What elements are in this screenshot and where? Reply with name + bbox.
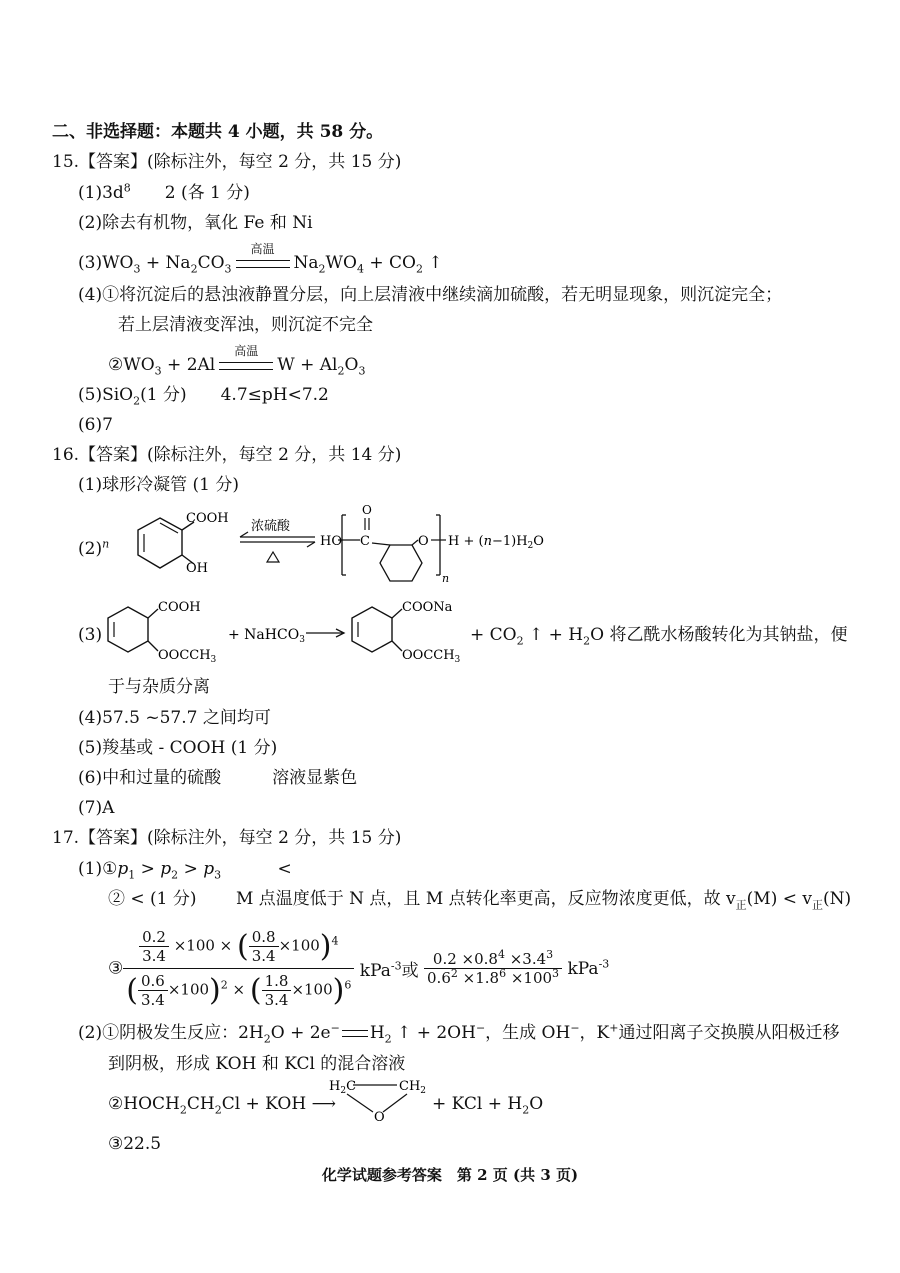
q17-answer-2-2: $②HOCH_2CH_2Cl$ + KOH ⟶	[108, 1094, 336, 1117]
svg-text:C: C	[360, 534, 370, 549]
svg-text:H + (n−1)H2O: $H + (n-1)H_2O$	[448, 534, 544, 551]
svg-text:+ NaHCO3: + NaHCO$_3$	[228, 627, 305, 645]
q16-answer-3-label: (3)	[78, 625, 103, 645]
page-footer: 化学试题参考答案 第 2 页 (共 3 页)	[321, 1166, 579, 1184]
q16-answer-3-tail: + $CO_2$ ↑ + $H_2O$ 将乙酰水杨酸转化为其钠盐，便	[470, 625, 848, 648]
q17-answer-1-1: $(1)①p_1 > p_2 > p_3$ <	[78, 859, 292, 882]
q17-answer-1-3: ③ $\frac{0.2}{3.4}$ ×100 × ( $\frac{0.8}{3.4}$ ×100)$^4$ ( $\frac{0.6}{3.4}$ ×100)$^2$ × ( $\frac{1.8}{3.4}$ ×100)$^6$ kPa$^{-3}$或 $\frac{0.2 \times 0.8^4 \times 3.4^3}{0.6^2 \times 1.8^6 \times 100^3}$ kPa$^{-3}$	[108, 928, 610, 1009]
aspirin-neutralization-scheme	[100, 595, 480, 670]
q15-answer-6: (6)7	[78, 415, 113, 435]
svg-text:CH2: $CH_2$	[399, 1079, 427, 1096]
svg-text:n: n	[442, 572, 450, 585]
q17-answer-1-2: ② < (1 分) M 点温度低于 N 点，且 M 点转化率更高，反应物浓度更低，故 $v_正(M) < v_正(N)$	[108, 889, 852, 912]
q15-answer-2: (2)除去有机物，氧化 Fe 和 Ni	[78, 213, 313, 233]
svg-text:COOH: COOH	[186, 511, 229, 526]
q16-answer-2-label: $(2)^n$	[78, 537, 110, 559]
svg-text:HO: HO	[320, 534, 342, 549]
svg-text:H2C: $H_2C$	[329, 1079, 357, 1096]
q15-answer-1: $(1)3d^8$ 2 (各 1 分)	[78, 181, 250, 203]
q16-header: 16.【答案】(除标注外，每空 2 分，共 14 分)	[52, 445, 402, 465]
q15-answer-5: (5)SiO$_2$(1 分) 4.7≤pH<7.2	[78, 385, 329, 408]
q15-answer-4-line2: 若上层清液变浑浊，则沉淀不完全	[118, 315, 373, 335]
svg-text:COONa: COONa	[402, 600, 453, 615]
q16-answer-4: (4)57.5 ~57.7 之间均可	[78, 708, 271, 728]
q17-answer-2-1-line2: 到阴极，形成 KOH 和 KCl 的混合溶液	[108, 1054, 406, 1074]
section-title: 二、非选择题：本题共 4 小题，共 58 分。	[52, 122, 384, 142]
q15-answer-3: $(3)WO_3 + Na_2CO_3$ 高温 $Na_2WO_4 + CO_2$ ↑	[78, 242, 443, 276]
q16-answer-5: (5)羧基或 - COOH (1 分)	[78, 738, 278, 758]
svg-text:O: O	[418, 534, 429, 549]
svg-text:O: O	[362, 503, 372, 517]
q16-answer-7: (7)A	[78, 798, 115, 818]
salicylic-polymerization-scheme	[120, 500, 550, 600]
q17-answer-2-2-products: + KCl + $H_2O$	[432, 1094, 544, 1117]
q17-answer-2-3: ③22.5	[108, 1134, 162, 1154]
svg-text:O: O	[374, 1110, 385, 1124]
svg-text:OOCCH3: $OOCCH_3$	[158, 648, 217, 665]
q17-answer-2-1-line1: (2)①阴极发生反应：$2H_2O + 2e^-$ $H_2$ ↑ + 2OH−，生成 OH−，K+通过阳离子交换膜从阳极迁移	[78, 1021, 840, 1046]
ethylene-oxide-structure	[325, 1074, 435, 1124]
svg-text:COOH: COOH	[158, 600, 201, 615]
q15-answer-4-line1: (4)①将沉淀后的悬浊液静置分层，向上层清液中继续滴加硫酸，若无明显现象，则沉淀完全；	[78, 285, 783, 305]
q17-header: 17.【答案】(除标注外，每空 2 分，共 15 分)	[52, 828, 402, 848]
svg-text:OH: OH	[186, 561, 208, 576]
q16-answer-1: (1)球形冷凝管 (1 分)	[78, 475, 239, 495]
conc-sulfuric-label: 浓硫酸	[251, 519, 291, 534]
q16-answer-3-line2: 于与杂质分离	[108, 677, 210, 697]
q16-answer-6: (6)中和过量的硫酸 溶液显紫色	[78, 768, 358, 788]
q15-answer-4-eq2: $②WO_3 + 2Al$ 高温 $W + Al_2O_3$	[108, 344, 366, 378]
q15-header: 15.【答案】(除标注外，每空 2 分，共 15 分)	[52, 152, 402, 172]
heat-triangle-icon	[267, 552, 279, 562]
svg-text:OOCCH3: $OOCCH_3$	[402, 648, 461, 665]
